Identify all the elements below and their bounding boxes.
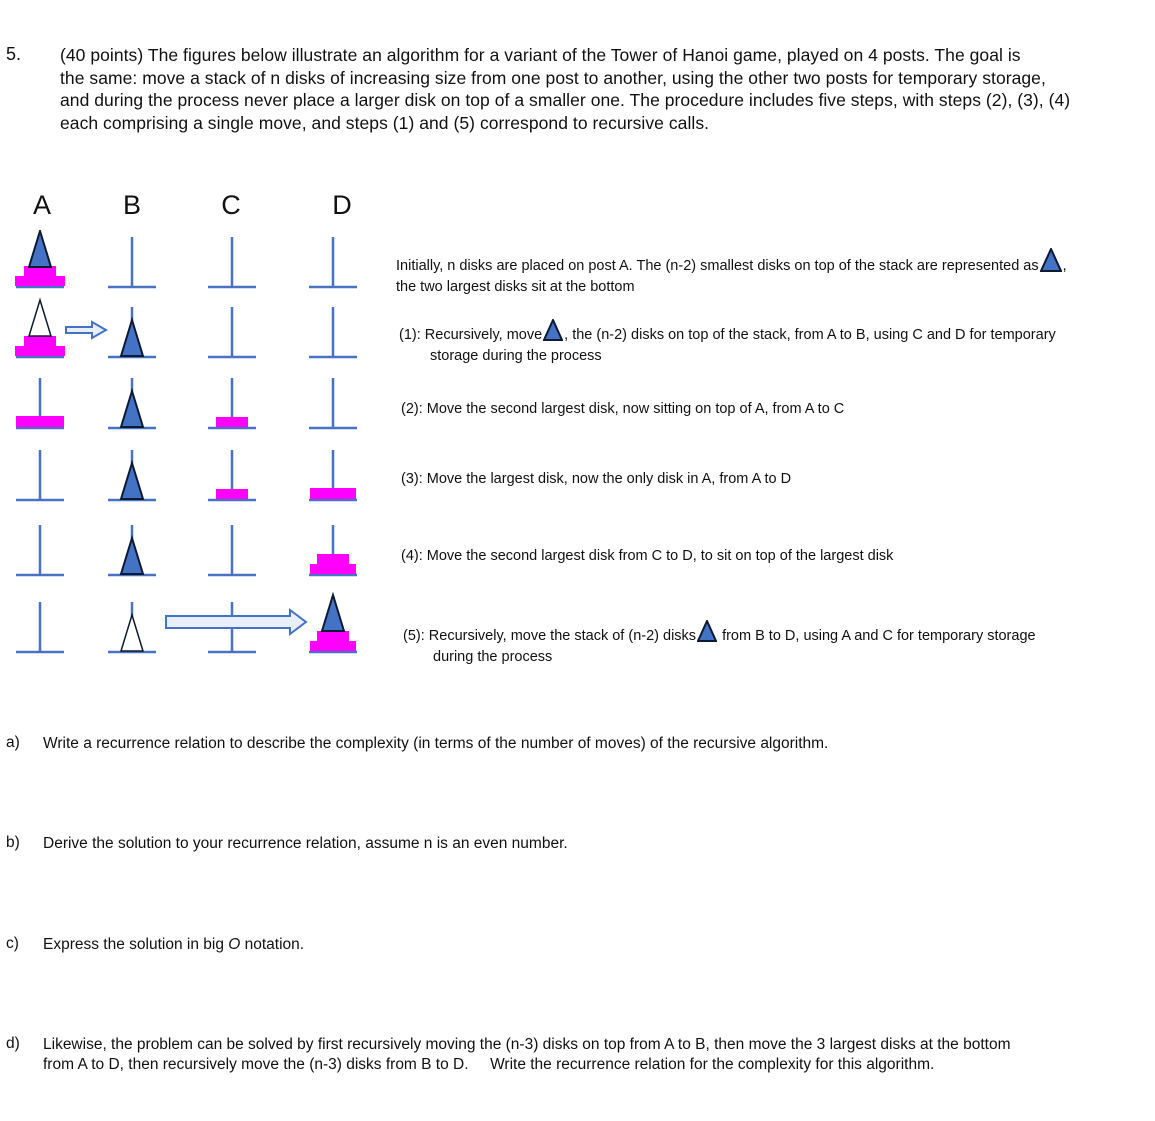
step-text: during the process (433, 649, 553, 665)
small-disks-stack (322, 595, 344, 631)
step-text: (1): Recursively, move (399, 327, 543, 343)
question-number: 5. (6, 44, 22, 64)
row-initial (15, 231, 357, 287)
row-step2 (16, 378, 357, 428)
step-text: , the (n-2) disks on top of the stack, from A to B, using C and D for temporary (564, 327, 1056, 343)
step-text: (2): Move the second largest disk, now sitting on top of A, from A to C (401, 401, 845, 417)
largest-disk (310, 641, 356, 651)
post-c (208, 237, 256, 287)
intro-line: the same: move a stack of n disks of increasing size from one post to another, using the other two posts for temporary storage, (60, 67, 1046, 88)
small-disks-stack (121, 320, 143, 356)
largest-disk (15, 346, 65, 356)
part-c-text (43, 935, 304, 955)
part-a-text: Write a recurrence relation to describe the complexity (in terms of the number of moves) of the recursive algorithm. (43, 735, 829, 752)
step-1 (399, 319, 1056, 367)
question-intro (60, 44, 1140, 134)
post-a (16, 525, 64, 575)
second-largest-disk (24, 336, 56, 346)
row-step1 (15, 300, 357, 357)
step-text: from B to D, using A and C for temporary storage (718, 628, 1036, 644)
post-label-d: D (332, 190, 352, 220)
intro-line: (40 points) The figures below illustrate an algorithm for a variant of the Tower of Hanoi game, played on 4 posts. The goal is (60, 45, 1021, 65)
triangle-icon (697, 620, 717, 642)
part-a-label: a) (6, 734, 20, 751)
step-text: storage during the process (430, 348, 602, 364)
part-d-label: d) (6, 1035, 20, 1052)
part-c-label: c) (6, 935, 19, 952)
small-disks-stack (121, 538, 143, 574)
step-text: (5): Recursively, move the stack of (n-2) disks (403, 628, 697, 644)
post-label-b: B (122, 190, 141, 220)
largest-disk (310, 564, 356, 574)
largest-disk (16, 416, 64, 427)
part-c-text-before: Express the solution in big (43, 936, 229, 953)
post-c (208, 307, 256, 357)
post-label-a: A (32, 190, 51, 220)
step-3 (401, 469, 791, 490)
second-largest-disk (317, 631, 349, 641)
post-label-c: C (221, 190, 241, 220)
small-disks-ghost (29, 300, 51, 336)
part-b-label: b) (6, 834, 20, 851)
step-text: , (1062, 258, 1067, 274)
post-c (208, 525, 256, 575)
part-c-text-after: notation. (240, 936, 305, 953)
post-a (16, 450, 64, 500)
small-disks-stack (121, 463, 143, 499)
step-4 (401, 546, 893, 567)
step-initial (396, 248, 1067, 298)
row-step5 (16, 595, 357, 652)
step-text: Initially, n disks are placed on post A. The (n-2) smallest disks on top of the stack are represented as (396, 258, 1039, 274)
triangle-icon (1040, 248, 1062, 272)
move-arrow-icon (66, 322, 106, 338)
part-d-text (43, 1035, 1011, 1075)
second-largest-disk (216, 489, 248, 499)
second-largest-disk (317, 554, 349, 564)
post-d (309, 378, 357, 428)
post-d (309, 307, 357, 357)
step-2 (401, 399, 844, 420)
intro-line: and during the process never place a larger disk on top of a smaller one. The procedure includes five steps, with steps (2), (3), (4) (60, 90, 1071, 110)
step-text: the two largest disks sit at the bottom (396, 279, 635, 295)
move-arrow-icon (166, 610, 306, 634)
largest-disk (310, 488, 356, 499)
small-disks-stack (29, 231, 51, 267)
row-step3 (16, 450, 357, 500)
part-b-text: Derive the solution to your recurrence relation, assume n is an even number. (43, 835, 568, 852)
second-largest-disk (216, 417, 248, 427)
largest-disk (15, 276, 65, 286)
small-disks-stack (121, 391, 143, 427)
part-d-line: from A to D, then recursively move the (n-3) disks from B to D. Write the recurrence relation for the complexity for this algorithm. (43, 1056, 935, 1073)
small-disks-ghost (121, 615, 143, 651)
hanoi-diagram (0, 230, 380, 660)
post-d (309, 237, 357, 287)
part-d-line: Likewise, the problem can be solved by first recursively moving the (n-3) disks on top from A to B, then move the 3 largest disks at the bottom (43, 1036, 1011, 1053)
step-text: (4): Move the second largest disk from C to D, to sit on top of the largest disk (401, 548, 894, 564)
post-a (16, 602, 64, 652)
part-c-big-o: O (228, 936, 241, 953)
row-step4 (16, 525, 357, 575)
step-5 (403, 620, 1036, 668)
step-text: (3): Move the largest disk, now the only disk in A, from A to D (401, 471, 792, 487)
post-b (108, 237, 156, 287)
intro-line: each comprising a single move, and steps (1) and (5) correspond to recursive calls. (60, 112, 710, 133)
triangle-icon (543, 319, 563, 341)
